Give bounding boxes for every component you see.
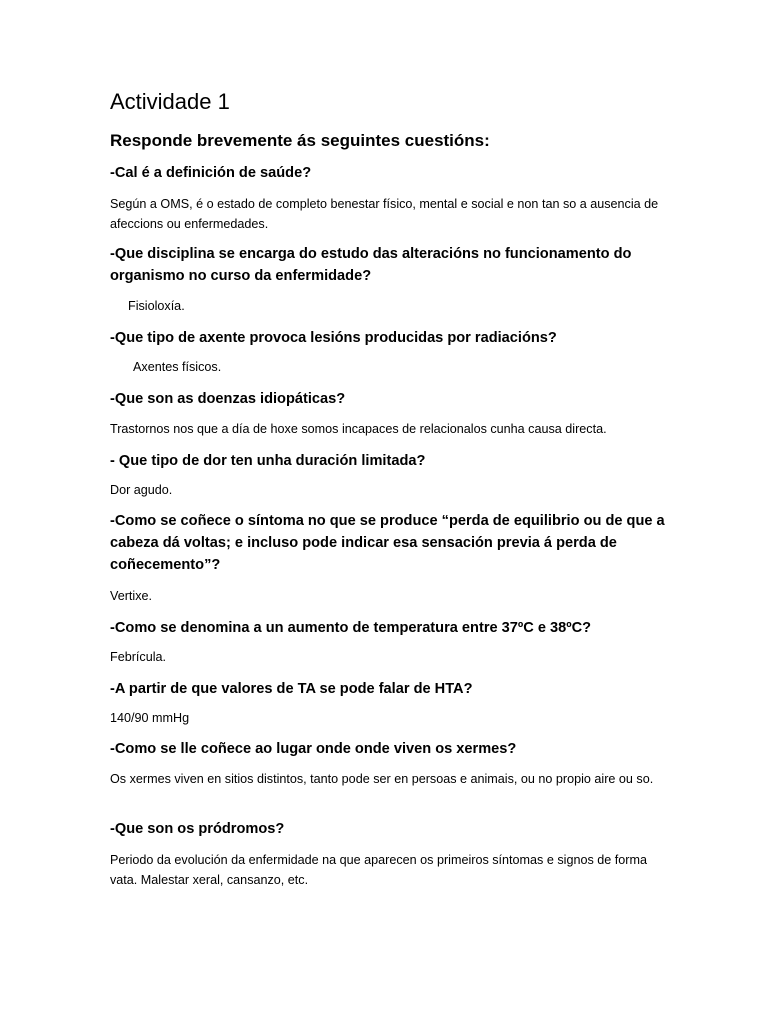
answer-3: Axentes físicos. xyxy=(133,360,222,374)
answer-6: Vertixe. xyxy=(110,589,152,603)
answer-4: Trastornos nos que a día de hoxe somos incapaces de relacionalos cunha causa directa. xyxy=(110,422,607,436)
question-9: -Como se lle coñece ao lugar onde onde viven os xermes? xyxy=(110,741,517,757)
instructions-heading: Responde brevemente ás seguintes cuestións: xyxy=(110,131,490,150)
question-2: -Que disciplina se encarga do estudo das alteracións no funcionamento do organismo no curso da enfermidade? xyxy=(110,246,632,284)
question-3: -Que tipo de axente provoca lesións producidas por radiacións? xyxy=(110,330,557,346)
question-7: -Como se denomina a un aumento de temperatura entre 37ºC e 38ºC? xyxy=(110,620,592,636)
page-title: Actividade 1 xyxy=(110,89,230,114)
answer-10: Periodo da evolución da enfermidade na que aparecen os primeiros síntomas e signos de forma vata. Malestar xeral, cansanzo, etc. xyxy=(110,853,647,887)
answer-5: Dor agudo. xyxy=(110,483,173,497)
question-6: -Como se coñece o síntoma no que se produce “perda de equilibrio ou de que a cabeza dá voltas; e incluso pode indicar esa sensación previa á perda de coñecemento”? xyxy=(110,513,665,573)
answer-2: Fisioloxía. xyxy=(128,299,185,313)
question-5: - Que tipo de dor ten unha duración limitada? xyxy=(110,453,426,469)
question-10: -Que son os pródromos? xyxy=(110,821,285,837)
question-4: -Que son as doenzas idiopáticas? xyxy=(110,391,346,407)
answer-8: 140/90 mmHg xyxy=(110,711,190,725)
question-8: -A partir de que valores de TA se pode falar de HTA? xyxy=(110,681,473,697)
answer-9: Os xermes viven en sitios distintos, tanto pode ser en persoas e animais, ou no propio aire ou so. xyxy=(110,772,654,786)
answer-1: Según a OMS, é o estado de completo benestar físico, mental e social e non tan so a ausencia de afeccions ou enfermedades. xyxy=(110,197,659,231)
question-1: -Cal é a definición de saúde? xyxy=(110,165,312,181)
answer-7: Febrícula. xyxy=(110,650,166,664)
